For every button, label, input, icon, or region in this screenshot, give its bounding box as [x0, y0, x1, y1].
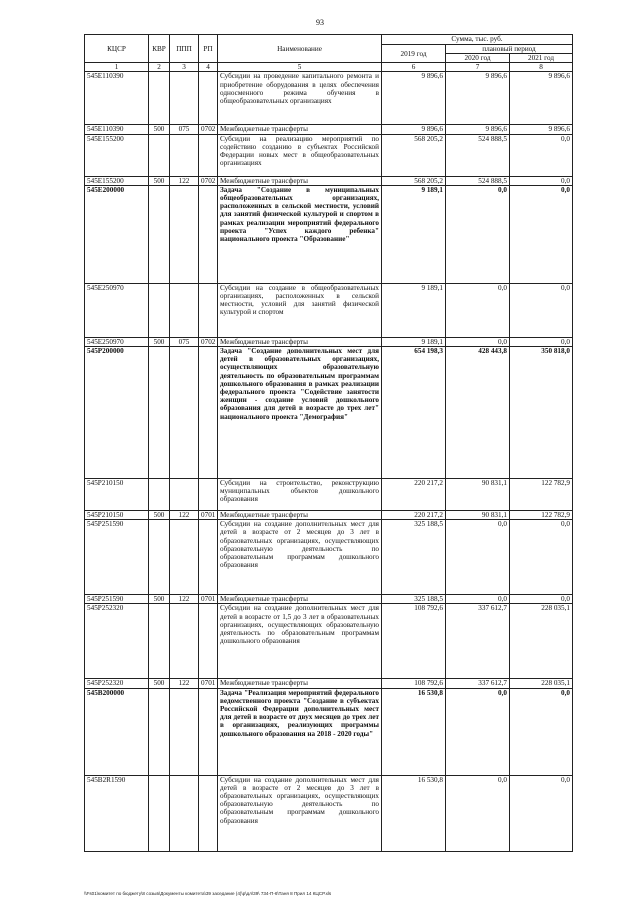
header-2020: 2020 год — [446, 54, 510, 63]
cell-2021: 0,0 — [510, 176, 573, 185]
cell-name: Задача "Создание дополнительных мест для детей в образовательных организациях, осуществляющих образовательную деятельность по образовательным программам дошкольного образования в рамках реализации федерального проекта "Содействие занятости женщин - создание условий дошкольного образования для детей в возрасте до трех лет" национального проекта "Демография" — [218, 347, 382, 479]
cell-name: Межбюджетные трансферты — [218, 679, 382, 688]
cell-ppp — [170, 688, 199, 775]
cell-2020: 9 896,6 — [446, 125, 510, 134]
cell-2019: 654 198,3 — [382, 347, 446, 479]
cell-2020: 337 612,7 — [446, 679, 510, 688]
cell-kcsr: 545P251590 — [85, 595, 149, 604]
cell-ppp: 122 — [170, 679, 199, 688]
table-row — [85, 604, 573, 679]
header-kcsr: КЦСР — [85, 35, 149, 63]
cell-2021: 0,0 — [510, 688, 573, 775]
table-row — [85, 479, 573, 511]
cell-2019: 568 205,2 — [382, 134, 446, 176]
cell-rp — [199, 72, 218, 125]
cell-kvr: 500 — [149, 511, 170, 520]
table-row — [85, 125, 573, 134]
cell-2021: 0,0 — [510, 134, 573, 176]
cell-kvr: 500 — [149, 679, 170, 688]
cell-kcsr: 545E110390 — [85, 72, 149, 125]
header-rp: РП — [199, 35, 218, 63]
cell-name: Субсидии на проведение капитального ремонта и приобретение оборудования в целях обеспечения односменного режима обучения в общеобразовательных организациях — [218, 72, 382, 125]
cell-2021: 9 896,6 — [510, 125, 573, 134]
cell-2019: 9 896,6 — [382, 72, 446, 125]
cell-2019: 9 189,1 — [382, 337, 446, 346]
cell-kcsr: 545E200000 — [85, 185, 149, 283]
cell-rp — [199, 347, 218, 479]
cell-rp: 0701 — [199, 595, 218, 604]
col-number: 6 — [382, 63, 446, 72]
cell-2020: 0,0 — [446, 185, 510, 283]
col-number: 1 — [85, 63, 149, 72]
cell-2020: 0,0 — [446, 688, 510, 775]
cell-kcsr: 545E155200 — [85, 134, 149, 176]
cell-name: Задача "Создание в муниципальных общеобразовательных организациях, расположенных в сельской местности, условий для занятий физической культурой и спортом в рамках реализации мероприятий федерального проекта "Успех каждого ребенка" национального проекта "Образование" — [218, 185, 382, 283]
cell-kcsr: 545B200000 — [85, 688, 149, 775]
header-plan-period: плановый период — [446, 45, 573, 54]
cell-kvr: 500 — [149, 176, 170, 185]
cell-ppp — [170, 520, 199, 595]
cell-2021: 0,0 — [510, 185, 573, 283]
cell-rp — [199, 775, 218, 851]
header-kvr: КВР — [149, 35, 170, 63]
cell-rp: 0701 — [199, 679, 218, 688]
col-number: 5 — [218, 63, 382, 72]
cell-name: Субсидии на создание в общеобразовательных организациях, расположенных в сельской местности, условий для занятий физической культурой и спортом — [218, 283, 382, 337]
cell-2021: 0,0 — [510, 775, 573, 851]
cell-2021: 0,0 — [510, 283, 573, 337]
cell-2020: 9 896,6 — [446, 72, 510, 125]
cell-kvr: 500 — [149, 125, 170, 134]
cell-ppp — [170, 347, 199, 479]
cell-2019: 9 896,6 — [382, 125, 446, 134]
header-2019: 2019 год — [382, 45, 446, 63]
cell-ppp — [170, 134, 199, 176]
cell-2021: 0,0 — [510, 520, 573, 595]
cell-kvr: 500 — [149, 595, 170, 604]
cell-rp — [199, 283, 218, 337]
cell-rp: 0702 — [199, 176, 218, 185]
cell-2019: 9 189,1 — [382, 185, 446, 283]
cell-2019: 108 792,6 — [382, 604, 446, 679]
cell-ppp: 075 — [170, 125, 199, 134]
cell-2019: 16 530,8 — [382, 775, 446, 851]
cell-2021: 9 896,6 — [510, 72, 573, 125]
cell-rp — [199, 520, 218, 595]
cell-2021: 122 782,9 — [510, 511, 573, 520]
cell-kcsr: 545E250970 — [85, 337, 149, 346]
cell-2021: 350 818,0 — [510, 347, 573, 479]
cell-kvr — [149, 775, 170, 851]
cell-kvr — [149, 283, 170, 337]
cell-2020: 0,0 — [446, 337, 510, 346]
cell-2021: 122 782,9 — [510, 479, 573, 511]
cell-kcsr: 545E110390 — [85, 125, 149, 134]
table-row — [85, 176, 573, 185]
cell-ppp: 075 — [170, 337, 199, 346]
table-row — [85, 775, 573, 851]
cell-2019: 325 188,5 — [382, 520, 446, 595]
cell-2020: 90 831,1 — [446, 511, 510, 520]
cell-rp: 0702 — [199, 125, 218, 134]
cell-2020: 524 888,5 — [446, 134, 510, 176]
col-number: 2 — [149, 63, 170, 72]
cell-kvr — [149, 72, 170, 125]
table-row — [85, 337, 573, 346]
cell-name: Задача "Реализация мероприятий федерального ведомственного проекта "Создание в субъектах Российской Федерации дополнительных мест для детей в возрасте от двух месяцев до трех лет в организациях, реализующих программы дошкольного образования на 2018 - 2020 годы" — [218, 688, 382, 775]
cell-ppp: 122 — [170, 511, 199, 520]
cell-2019: 220 217,2 — [382, 479, 446, 511]
page-number: 93 — [316, 18, 324, 27]
cell-name: Субсидии на создание дополнительных мест для детей в возрасте от 1,5 до 3 лет в образовательных организациях, осуществляющих образовательную деятельность по образовательным программам дошкольного образования — [218, 604, 382, 679]
table-row — [85, 511, 573, 520]
cell-2019: 568 205,2 — [382, 176, 446, 185]
cell-2020: 90 831,1 — [446, 479, 510, 511]
cell-2020: 0,0 — [446, 283, 510, 337]
cell-kvr — [149, 479, 170, 511]
header-name: Наименование — [218, 35, 382, 63]
cell-rp — [199, 479, 218, 511]
header-sum: Сумма, тыс. руб. — [382, 35, 573, 45]
cell-2019: 108 792,6 — [382, 679, 446, 688]
cell-ppp — [170, 185, 199, 283]
cell-2019: 220 217,2 — [382, 511, 446, 520]
cell-name: Межбюджетные трансферты — [218, 125, 382, 134]
column-number-row — [85, 63, 573, 72]
cell-kvr — [149, 520, 170, 595]
cell-ppp: 122 — [170, 176, 199, 185]
cell-kvr — [149, 688, 170, 775]
cell-name: Субсидии на строительство, реконструкцию муниципальных объектов дошкольного образования — [218, 479, 382, 511]
budget-table — [84, 34, 573, 852]
cell-rp — [199, 134, 218, 176]
col-number: 4 — [199, 63, 218, 72]
table-row — [85, 347, 573, 479]
header-2021: 2021 год — [510, 54, 573, 63]
cell-ppp — [170, 775, 199, 851]
cell-ppp — [170, 604, 199, 679]
table-row — [85, 688, 573, 775]
cell-2020: 0,0 — [446, 595, 510, 604]
cell-2021: 0,0 — [510, 595, 573, 604]
cell-ppp: 122 — [170, 595, 199, 604]
cell-kcsr: 545P210150 — [85, 511, 149, 520]
cell-kcsr: 545P252320 — [85, 604, 149, 679]
cell-rp — [199, 604, 218, 679]
header-ppp: ППП — [170, 35, 199, 63]
cell-kvr — [149, 185, 170, 283]
cell-rp: 0701 — [199, 511, 218, 520]
cell-ppp — [170, 72, 199, 125]
cell-kcsr: 545B2R1590 — [85, 775, 149, 851]
footer-file-path: \\Fs01\комитет по бюджету\8 созыв\Документы комитета\39 заседание (4)\р\дл\39\ 734-П-6\Таня 8 Прил 14 КЦСР.xls — [84, 891, 332, 896]
table-row — [85, 134, 573, 176]
table-row — [85, 283, 573, 337]
cell-2021: 228 035,1 — [510, 604, 573, 679]
cell-kcsr: 545P251590 — [85, 520, 149, 595]
cell-kcsr: 545E250970 — [85, 283, 149, 337]
cell-kvr — [149, 134, 170, 176]
cell-2019: 325 188,5 — [382, 595, 446, 604]
cell-rp: 0702 — [199, 337, 218, 346]
cell-2019: 16 530,8 — [382, 688, 446, 775]
cell-name: Межбюджетные трансферты — [218, 595, 382, 604]
table-row — [85, 520, 573, 595]
cell-ppp — [170, 479, 199, 511]
cell-rp — [199, 185, 218, 283]
table-body — [85, 72, 573, 851]
col-number: 8 — [510, 63, 573, 72]
cell-rp — [199, 688, 218, 775]
cell-name: Субсидии на создание дополнительных мест для детей в возрасте от 2 месяцев до 3 лет в образовательных организациях, осуществляющих образовательную деятельность по образовательным программам дошкольного образования — [218, 775, 382, 851]
cell-kvr — [149, 604, 170, 679]
cell-2020: 0,0 — [446, 520, 510, 595]
cell-2020: 524 888,5 — [446, 176, 510, 185]
cell-2021: 228 035,1 — [510, 679, 573, 688]
col-number: 3 — [170, 63, 199, 72]
cell-name: Межбюджетные трансферты — [218, 337, 382, 346]
cell-name: Межбюджетные трансферты — [218, 176, 382, 185]
cell-kvr: 500 — [149, 337, 170, 346]
cell-name: Субсидии на создание дополнительных мест для детей в возрасте от 2 месяцев до 3 лет в образовательных организациях, осуществляющих образовательную деятельность по образовательным программам дошкольного образования — [218, 520, 382, 595]
table-row — [85, 679, 573, 688]
table-row — [85, 72, 573, 125]
cell-2020: 337 612,7 — [446, 604, 510, 679]
cell-kcsr: 545E155200 — [85, 176, 149, 185]
cell-ppp — [170, 283, 199, 337]
cell-2020: 428 443,8 — [446, 347, 510, 479]
cell-name: Межбюджетные трансферты — [218, 511, 382, 520]
cell-kcsr: 545P210150 — [85, 479, 149, 511]
cell-2020: 0,0 — [446, 775, 510, 851]
table-row — [85, 595, 573, 604]
cell-name: Субсидии на реализацию мероприятий по содействию созданию в субъектах Российской Федерации новых мест в общеобразовательных организациях — [218, 134, 382, 176]
cell-2019: 9 189,1 — [382, 283, 446, 337]
cell-kvr — [149, 347, 170, 479]
cell-kcsr: 545P200000 — [85, 347, 149, 479]
col-number: 7 — [446, 63, 510, 72]
cell-2021: 0,0 — [510, 337, 573, 346]
cell-kcsr: 545P252320 — [85, 679, 149, 688]
table-row — [85, 185, 573, 283]
